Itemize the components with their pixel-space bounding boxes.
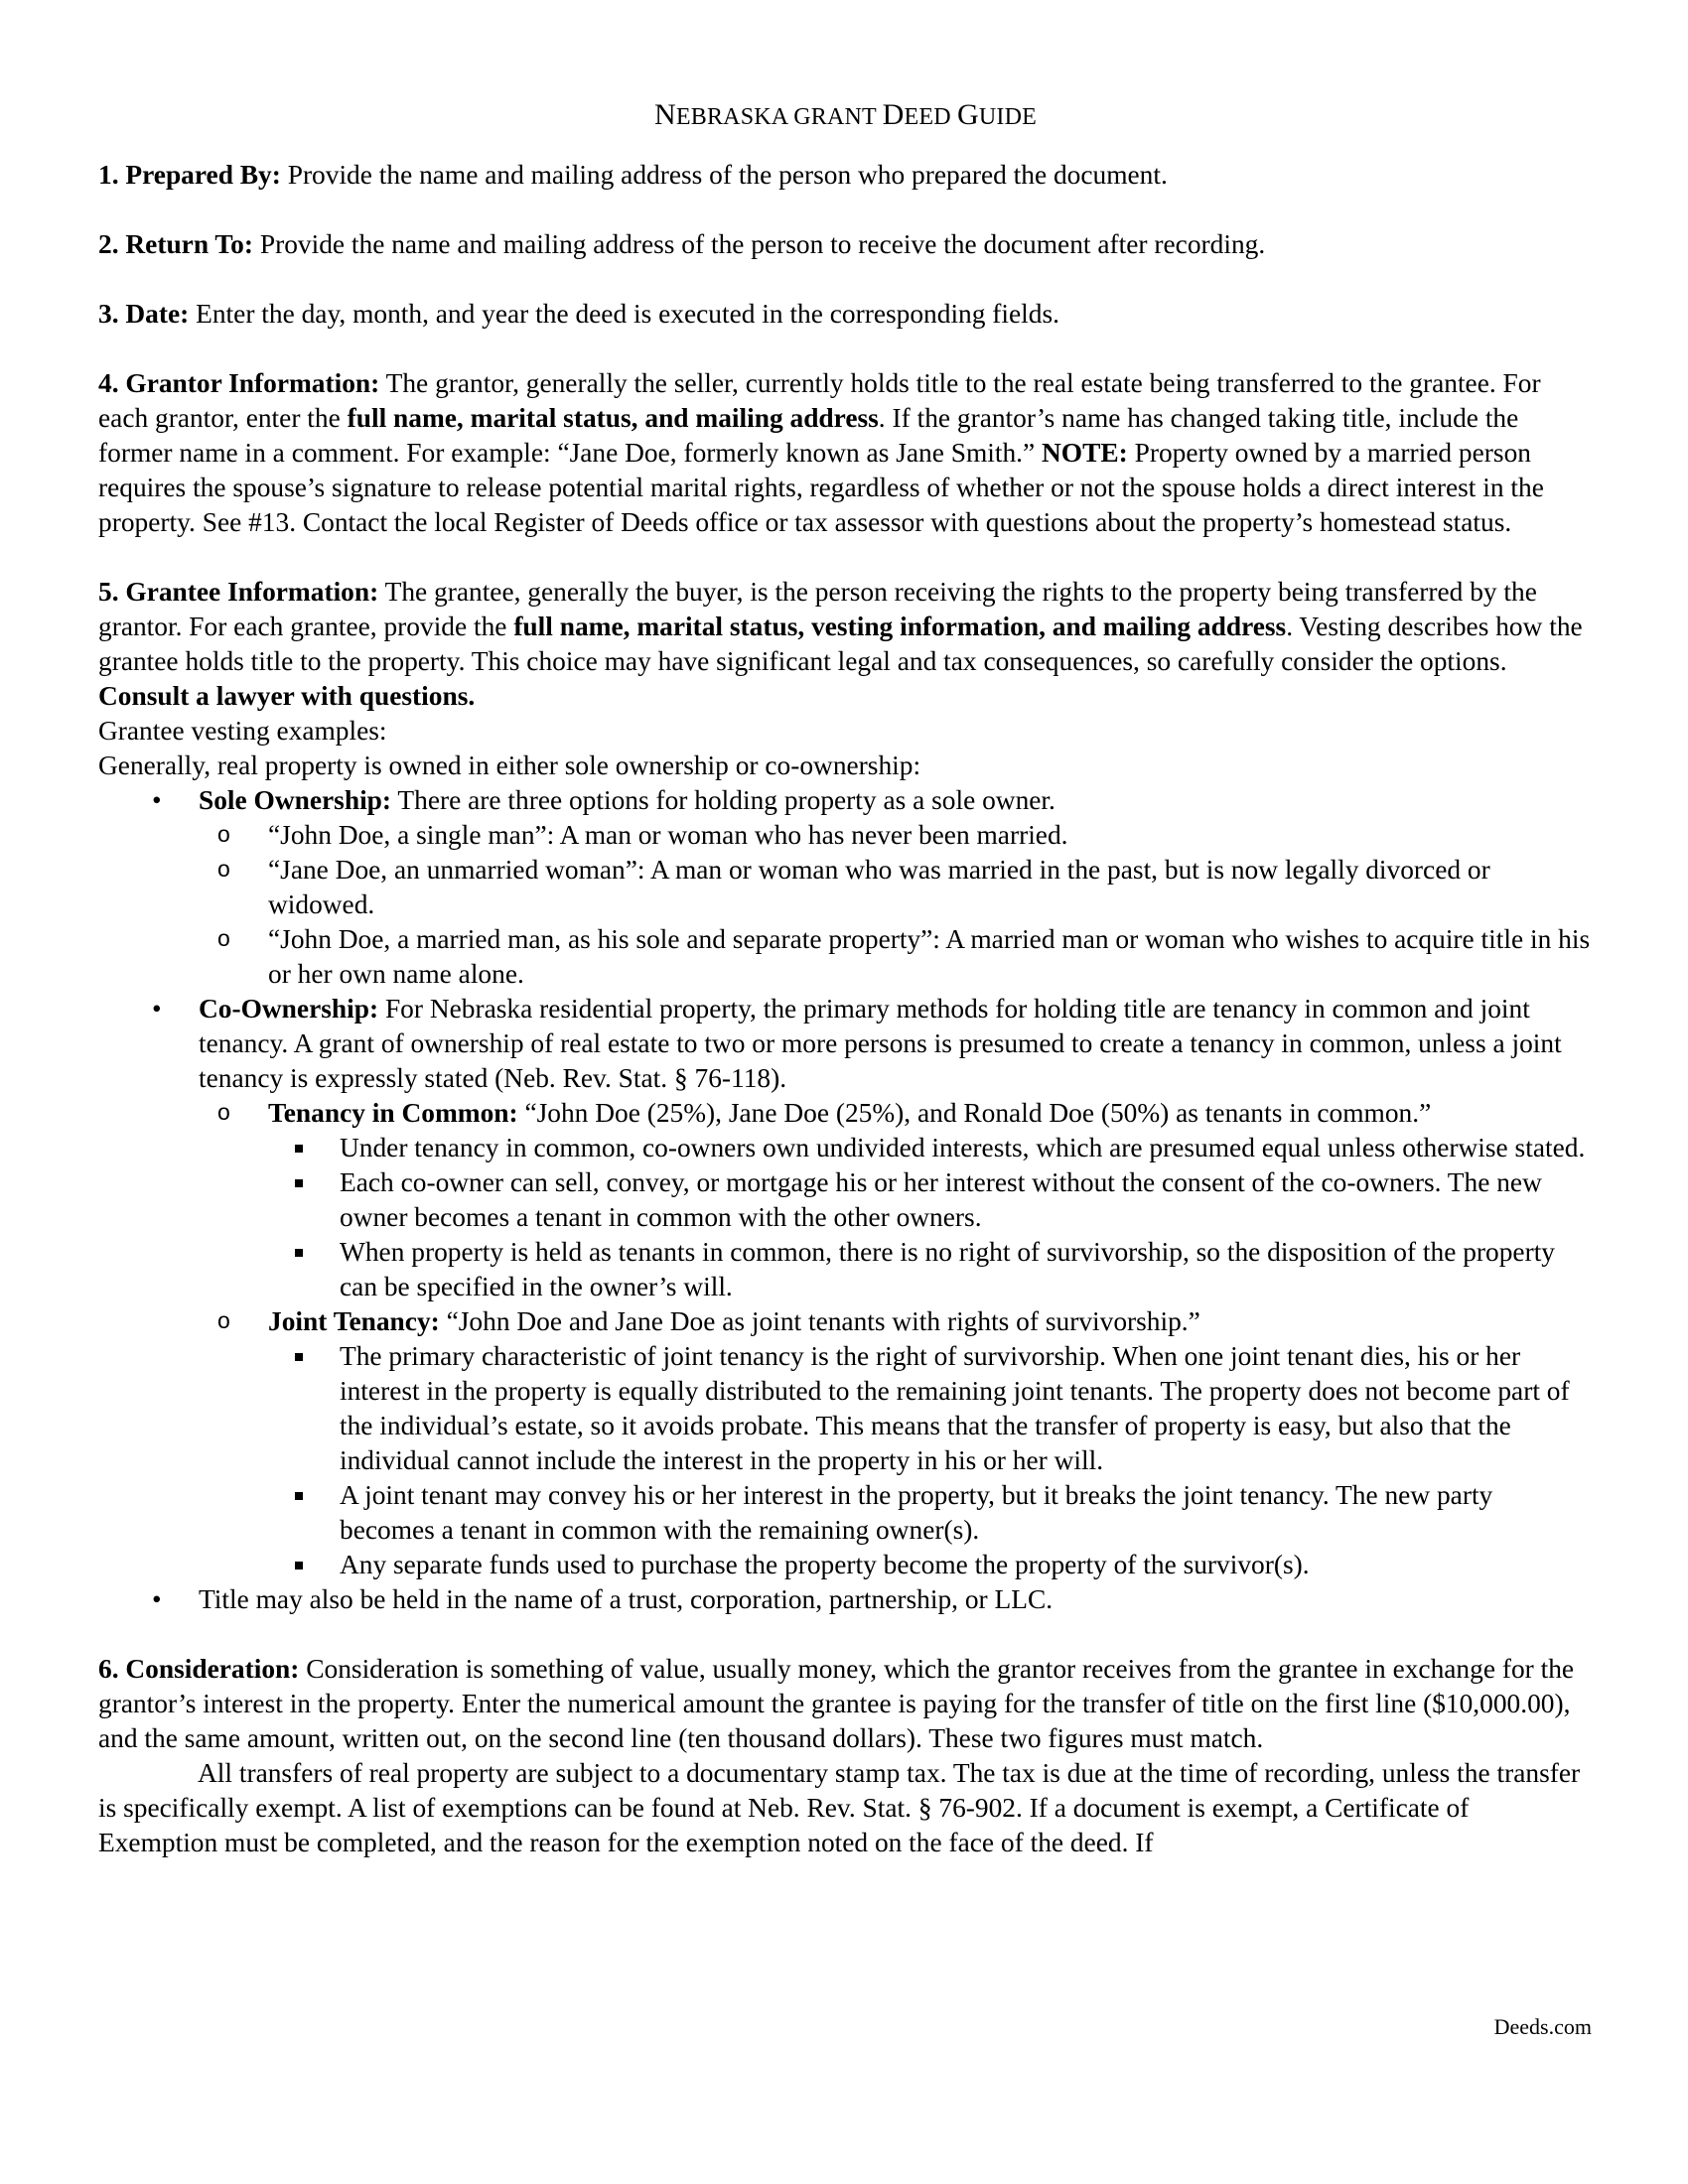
footer-brand: Deeds.com [1493,2014,1592,2039]
consideration-stamp-tax: All transfers of real property are subject to a documentary stamp tax. The tax is due at the time of recording, unless the transfer is specifically exempt. A list of exemptions can be found at Neb. Rev. Stat. § 76-902. If a document is exempt, a Certificate of Exemption must be completed, and the reason for the exemption noted on the face of the deed. If [98,1758,1581,1857]
tenancy-in-common-details [340,1131,1593,1304]
list-item-jt-3: Any separate funds used to purchase the property become the property of the survivor(s). [240,1548,1593,1582]
section-prepared-by: 1. Prepared By: Provide the name and mailing address of the person who prepared the document. [98,160,1168,190]
list-item-tic-3: When property is held as tenants in common, there is no right of survivorship, so the disposition of the property can be specified in the owner’s will. [240,1235,1593,1304]
sole-ownership-options [268,818,1593,992]
list-item-trust: • Title may also be held in the name of a trust, corporation, partnership, or LLC. [98,1582,1593,1617]
section-consideration: 6. Consideration: Consideration is something of value, usually money, which the grantor receives from the grantee in exchange for the grantor’s interest in the property. Enter the numerical amount the grantee is paying for the transfer of title on the first line ($10,000.00), and the same amount, written out, on the second line (ten thousand dollars). These two figures must match. [98,1654,1575,1753]
list-item-sole-ownership: • Sole Ownership: There are three options for holding property as a sole owner. o “John Doe, a single man”: A man or woman who has never been married. o “Jane Doe, an unmarried woman”: A man or woman who was married in the past, but is now legally divorced or widowed. o “John Doe, a married man, as his sole and separate property”: A married man or woman who wishes to acquire title in his or her own name alone. [98,783,1593,992]
section-grantee-information: 5. Grantee Information: The grantee, generally the buyer, is the person receiving the rights to the property being transferred by the grantor. For each grantee, provide the full name, marital status, vesting information, and mailing address. Vesting describes how the grantee holds title to the property. This choice may have significant legal and tax consequences, so carefully consider the options. Consult a lawyer with questions. [98,577,1583,711]
document-title: NEBRASKA GRANT DEED GUIDE [654,98,1037,131]
co-ownership-options [268,1096,1593,1582]
vesting-intro: Grantee vesting examples: [98,716,387,746]
section-grantor-information: 4. Grantor Information: The grantor, generally the seller, currently holds title to the real estate being transferred to the grantee. For each grantor, enter the full name, marital status, and mailing address. If the grantor’s name has changed taking title, include the former name in a comment. For example: “Jane Doe, formerly known as Jane Smith.” NOTE: Property owned by a married person requires the spouse’s signature to release potential marital rights, regardless of whether or not the spouse holds a direct interest in the property. See #13. Contact the local Register of Deeds office or tax assessor with questions about the property’s homestead status. [98,368,1544,537]
section-return-to: 2. Return To: Provide the name and mailing address of the person to receive the document after recording. [98,229,1266,259]
vesting-general: Generally, real property is owned in either sole ownership or co-ownership: [98,751,921,780]
section-date: 3. Date: Enter the day, month, and year the deed is executed in the corresponding fields. [98,299,1059,329]
list-item-tic-1: Under tenancy in common, co-owners own undivided interests, which are presumed equal unless otherwise stated. [240,1131,1593,1165]
list-item-sole-2: o “Jane Doe, an unmarried woman”: A man or woman who was married in the past, but is now legally divorced or widowed. [169,853,1593,922]
list-item-tenancy-in-common: o Tenancy in Common: “John Doe (25%), Jane Doe (25%), and Ronald Doe (50%) as tenants in common.” Under tenancy in common, co-owners own undivided interests, which are presumed equal unless otherwise stated. Each co-owner can sell, convey, or mortgage his or her interest without the consent of the co-owners. The new owner becomes a tenant in common with the other owners. When property is held as tenants in common, there is no right of survivorship, so the disposition of the property can be specified in the owner’s will. [169,1096,1593,1304]
list-item-tic-2: Each co-owner can sell, convey, or mortgage his or her interest without the consent of the co-owners. The new owner becomes a tenant in common with the other owners. [240,1165,1593,1235]
list-item-jt-2: A joint tenant may convey his or her interest in the property, but it breaks the joint tenancy. The new party becomes a tenant in common with the remaining owner(s). [240,1478,1593,1548]
joint-tenancy-details [340,1339,1593,1582]
list-item-sole-1: o “John Doe, a single man”: A man or woman who has never been married. [169,818,1593,853]
list-item-jt-1: The primary characteristic of joint tenancy is the right of survivorship. When one joint tenant dies, his or her interest in the property is equally distributed to the remaining joint tenants. The property does not become part of the individual’s estate, so it avoids probate. This means that the transfer of property is easy, but also that the individual cannot include the interest in the property in his or her will. [240,1339,1593,1478]
list-item-joint-tenancy: o Joint Tenancy: “John Doe and Jane Doe as joint tenants with rights of survivorship.” The primary characteristic of joint tenancy is the right of survivorship. When one joint tenant dies, his or her interest in the property is equally distributed to the remaining joint tenants. The property does not become part of the individual’s estate, so it avoids probate. This means that the transfer of property is easy, but also that the individual cannot include the interest in the property in his or her will. A joint tenant may convey his or her interest in the property, but it breaks the joint tenancy. The new party becomes a tenant in common with the remaining owner(s). Any separate funds used to purchase the property become the property of the survivor(s). [169,1304,1593,1582]
document-page [98,97,1593,1860]
list-item-sole-3: o “John Doe, a married man, as his sole and separate property”: A married man or woman who wishes to acquire title in his or her own name alone. [169,922,1593,992]
list-item-co-ownership: • Co-Ownership: For Nebraska residential property, the primary methods for holding title are tenancy in common and joint tenancy. A grant of ownership of real estate to two or more persons is presumed to create a tenancy in common, unless a joint tenancy is expressly stated (Neb. Rev. Stat. § 76-118). o Tenancy in Common: “John Doe (25%), Jane Doe (25%), and Ronald Doe (50%) as tenants in common.” Under tenancy in common, co-owners own undivided interests, which are presumed equal unless otherwise stated. Each co-owner can sell, convey, or mortgage his or her interest without the consent of the co-owners. The new owner becomes a tenant in common with the other owners. When property is held as tenants in common, there is no right of survivorship, so the disposition of the property can be specified in the owner’s will. o Joint Tenancy: “John Doe and Jane Doe as joint tenants with rights of survivorship.” The primary characteristic of joint tenancy is the right of survivorship. When one joint tenant dies, his or her interest in the property is equally distributed to the remaining joint tenants. The property does not become part of the individual’s estate, so it avoids probate. This means that the transfer of property is easy, but also that the individual cannot include the interest in the property in his or her will. A joint tenant may convey his or her interest in the property, but it breaks the joint tenancy. The new party becomes a tenant in common with the remaining owner(s). Any separate funds used to purchase the property become the property of the survivor(s). [98,992,1593,1582]
vesting-list [98,783,1593,1617]
